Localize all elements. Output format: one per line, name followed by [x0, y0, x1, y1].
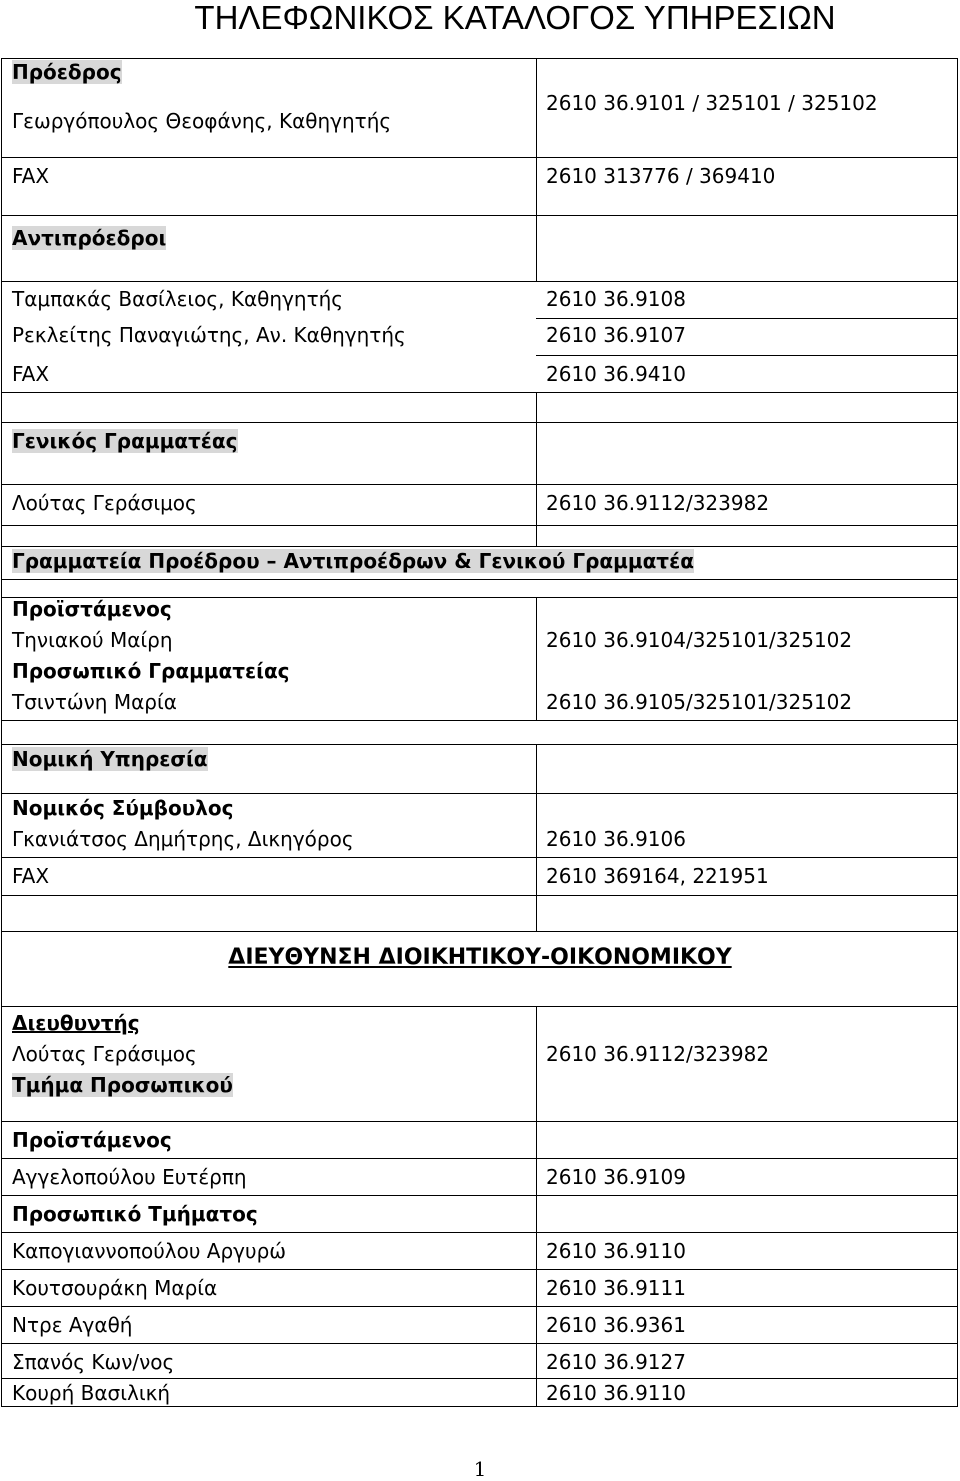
dept-staff-name: Ντρε Αγαθή [12, 1313, 133, 1337]
president-fax: 2610 313776 / 369410 [546, 164, 776, 188]
secretariat-head-phone: 2610 36.9104/325101/325102 [546, 628, 853, 652]
page-number: 1 [473, 1457, 487, 1481]
row-divider [1, 1343, 958, 1344]
secretariat-head-label: Προϊστάμενος [12, 597, 172, 621]
row-divider [1, 422, 958, 423]
secretariat-staff-phone: 2610 36.9105/325101/325102 [546, 690, 853, 714]
row-divider [1, 484, 958, 485]
row-divider [1, 1121, 958, 1122]
row-divider [1, 1232, 958, 1233]
column-divider [536, 597, 537, 720]
row-divider [1, 215, 958, 216]
director-phone: 2610 36.9112/323982 [546, 1042, 770, 1066]
director-label: Διευθυντής [12, 1011, 140, 1035]
column-divider [536, 744, 537, 931]
vice-president-name: Ταμπακάς Βασίλειος, Καθηγητής [12, 287, 344, 311]
row-divider [1, 525, 958, 526]
column-divider [536, 58, 537, 281]
row-divider [1, 1158, 958, 1159]
legal-advisor-phone: 2610 36.9106 [546, 827, 686, 851]
row-divider [1, 895, 958, 896]
page-title: ΤΗΛΕΦΩΝΙΚΟΣ ΚΑΤΑΛΟΓΟΣ ΥΠΗΡΕΣΙΩΝ [194, 0, 836, 36]
dept-staff-name: Κουτσουράκη Μαρία [12, 1276, 218, 1300]
general-secretary-heading: Γενικός Γραμματέας [12, 429, 238, 453]
legal-fax: 2610 369164, 221951 [546, 864, 769, 888]
row-divider [1, 1306, 958, 1307]
row-divider [1, 392, 958, 393]
general-secretary-name: Λούτας Γεράσιμος [12, 491, 197, 515]
dept-head-phone: 2610 36.9109 [546, 1165, 686, 1189]
row-divider [1, 931, 958, 932]
row-divider [1, 1006, 958, 1007]
row-divider [1, 720, 958, 721]
secretariat-staff-name: Τσιντώνη Μαρία [12, 690, 177, 714]
legal-heading: Νομική Υπηρεσία [12, 747, 208, 771]
dept-head-label: Προϊστάμενος [12, 1128, 172, 1152]
president-phone: 2610 36.9101 / 325101 / 325102 [546, 91, 878, 115]
dept-staff-phone: 2610 36.9127 [546, 1350, 686, 1374]
vice-presidents-heading: Αντιπρόεδροι [12, 226, 167, 250]
secretariat-head-name: Τηνιακού Μαίρη [12, 628, 173, 652]
dept-staff-phone: 2610 36.9111 [546, 1276, 686, 1300]
row-divider [1, 157, 958, 158]
row-divider [1, 281, 958, 282]
president-fax-label: FAX [12, 164, 50, 188]
dept-staff-name: Κουρή Βασιλική [12, 1381, 171, 1405]
general-secretary-phone: 2610 36.9112/323982 [546, 491, 770, 515]
column-divider [536, 392, 537, 546]
column-divider [536, 1006, 537, 1407]
row-divider [1, 1378, 958, 1379]
row-divider [1, 546, 958, 547]
secretariat-heading: Γραμματεία Προέδρου – Αντιπροέδρων & Γενικού Γραμματέα [12, 549, 694, 573]
legal-advisor-label: Νομικός Σύμβουλος [12, 796, 234, 820]
dept-staff-phone: 2610 36.9361 [546, 1313, 686, 1337]
row-divider [536, 355, 958, 356]
row-divider [536, 318, 958, 319]
secretariat-staff-label: Προσωπικό Γραμματείας [12, 659, 290, 683]
row-divider [1, 793, 958, 794]
row-divider [1, 1195, 958, 1196]
legal-advisor-name: Γκανιάτσος Δημήτρης, Δικηγόρος [12, 827, 354, 851]
row-divider [1, 744, 958, 745]
president-name: Γεωργόπουλος Θεοφάνης, Καθηγητής [12, 109, 392, 133]
directorate-heading: ΔΙΕΥΘΥΝΣΗ ΔΙΟΙΚΗΤΙΚΟΥ-ΟΙΚΟΝΟΜΙΚΟΥ [228, 945, 732, 970]
legal-fax-label: FAX [12, 864, 50, 888]
row-divider [1, 1269, 958, 1270]
dept-staff-phone: 2610 36.9110 [546, 1239, 686, 1263]
director-name: Λούτας Γεράσιμος [12, 1042, 197, 1066]
row-divider [1, 579, 958, 580]
dept-staff-name: Σπανός Κων/νος [12, 1350, 175, 1374]
vice-presidents-fax: 2610 36.9410 [546, 362, 686, 386]
dept-head-name: Αγγελοπούλου Ευτέρπη [12, 1165, 247, 1189]
dept-staff-name: Καπογιαννοπούλου Αργυρώ [12, 1239, 287, 1263]
row-divider [1, 857, 958, 858]
dept-staff-label: Προσωπικό Τμήματος [12, 1202, 258, 1226]
vice-president-phone: 2610 36.9107 [546, 323, 686, 347]
personnel-dept-heading: Τμήμα Προσωπικού [12, 1073, 233, 1097]
vice-president-phone: 2610 36.9108 [546, 287, 686, 311]
vice-president-name: Ρεκλείτης Παναγιώτης, Αν. Καθηγητής [12, 323, 406, 347]
president-heading: Πρόεδρος [12, 60, 122, 84]
vice-presidents-fax-label: FAX [12, 362, 50, 386]
dept-staff-phone: 2610 36.9110 [546, 1381, 686, 1405]
